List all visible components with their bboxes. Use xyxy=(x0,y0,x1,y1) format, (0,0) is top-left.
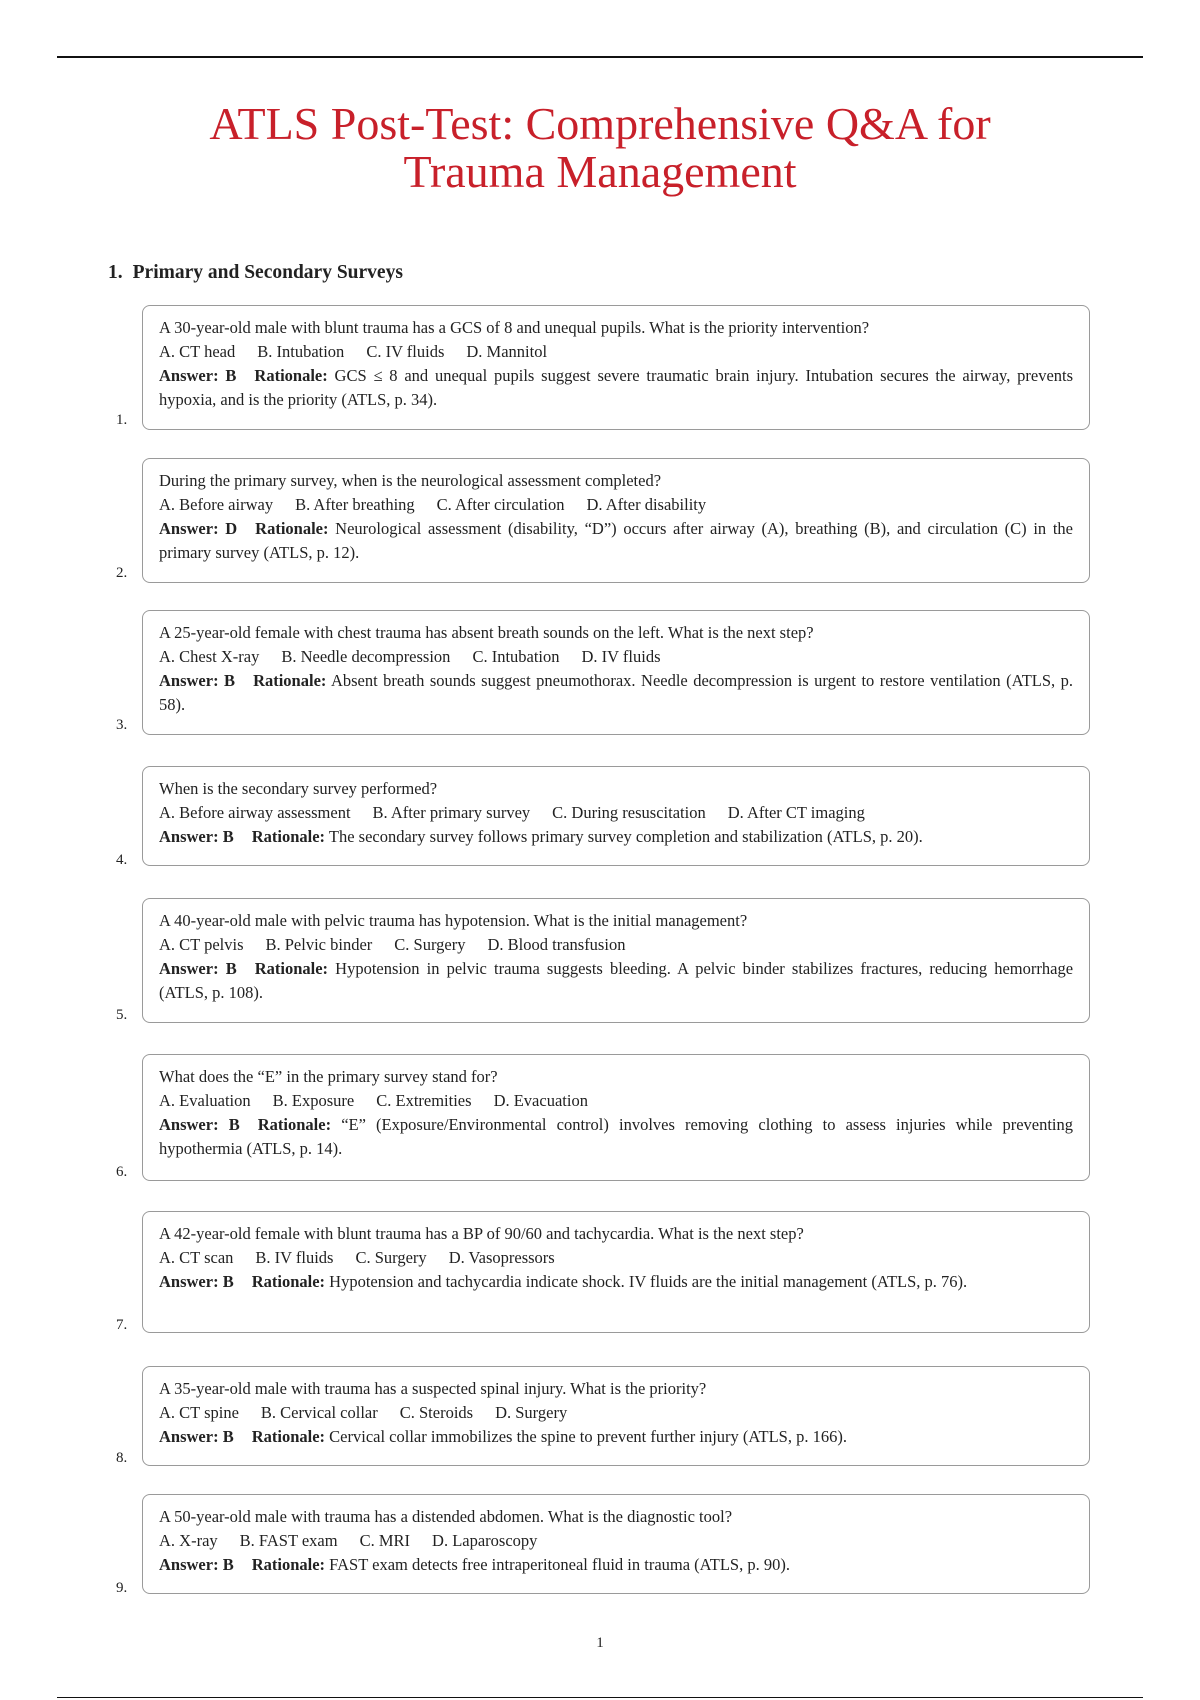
question-number: 6. xyxy=(116,1164,128,1180)
top-rule xyxy=(57,56,1143,58)
answer-label: Answer: D xyxy=(159,519,238,538)
option: B. Pelvic binder xyxy=(265,935,373,954)
question-text: When is the secondary survey performed? xyxy=(159,779,438,798)
answer-rationale xyxy=(159,1113,1073,1161)
option: B. Needle decompression xyxy=(281,647,451,666)
option: C. During resuscitation xyxy=(552,803,706,822)
option: D. Vasopressors xyxy=(448,1248,555,1267)
option: A. Evaluation xyxy=(159,1091,251,1110)
answer-rationale xyxy=(159,825,1073,849)
answer-value: B xyxy=(222,1272,234,1291)
option: B. After primary survey xyxy=(372,803,531,822)
rationale-text: Neurological assessment (disability, “D”) occurs after airway (A), breathing (B), and circulation (C) in the primary survey (ATLS, p. 12). xyxy=(159,519,1073,562)
question-text: During the primary survey, when is the neurological assessment completed? xyxy=(159,471,662,490)
rationale-label: Rationale: xyxy=(255,519,329,538)
question-box xyxy=(142,1494,1090,1594)
option: A. X-ray xyxy=(159,1531,218,1550)
option: D. IV fluids xyxy=(581,647,661,666)
question-text: A 42-year-old female with blunt trauma has a BP of 90/60 and tachycardia. What is the next step? xyxy=(159,1224,804,1243)
option: D. Laparoscopy xyxy=(432,1531,538,1550)
rationale-text: Hypotension and tachycardia indicate shock. IV fluids are the initial management (ATLS, p. 76). xyxy=(329,1272,968,1291)
option: B. After breathing xyxy=(295,495,415,514)
answer-value: B xyxy=(222,1427,234,1446)
option: A. CT pelvis xyxy=(159,935,244,954)
option: C. Extremities xyxy=(376,1091,472,1110)
rationale-label: Rationale: xyxy=(257,1115,332,1134)
option: B. Exposure xyxy=(272,1091,355,1110)
rationale-text: Absent breath sounds suggest pneumothorax. Needle decompression is urgent to restore ventilation (ATLS, p. 58). xyxy=(159,671,1074,714)
rationale-label: Rationale: xyxy=(251,827,326,846)
question-text: A 40-year-old male with pelvic trauma has hypotension. What is the initial management? xyxy=(159,911,748,930)
option: C. Steroids xyxy=(399,1403,474,1422)
option: D. Blood transfusion xyxy=(487,935,626,954)
question-number: 4. xyxy=(116,852,128,868)
answer-value: B xyxy=(228,1115,240,1134)
question-number: 9. xyxy=(116,1580,128,1596)
document-title: ATLS Post-Test: Comprehensive Q&A for Trauma Management xyxy=(209,98,991,197)
answer-label: Answer: B xyxy=(159,1427,234,1446)
options-line xyxy=(159,1246,1073,1270)
option: A. Before airway assessment xyxy=(159,803,351,822)
question-text: A 50-year-old male with trauma has a distended abdomen. What is the diagnostic tool? xyxy=(159,1507,733,1526)
rationale-text: FAST exam detects free intraperitoneal fluid in trauma (ATLS, p. 90). xyxy=(329,1555,790,1574)
question-number: 5. xyxy=(116,1007,128,1023)
rationale-text: “E” (Exposure/Environmental control) involves removing clothing to assess injuries while preventing hypothermia (ATLS, p. 14). xyxy=(159,1115,1074,1158)
answer-value: B xyxy=(224,671,236,690)
option: C. Intubation xyxy=(472,647,560,666)
answer-value: B xyxy=(222,827,234,846)
question-number: 3. xyxy=(116,717,128,733)
section-title: Primary and Secondary Surveys xyxy=(132,262,403,283)
option: C. MRI xyxy=(359,1531,411,1550)
answer-value: B xyxy=(225,959,237,978)
answer-rationale xyxy=(159,1425,1073,1449)
rationale-label: Rationale: xyxy=(251,1555,326,1574)
answer-rationale xyxy=(159,517,1073,565)
rationale-label: Rationale: xyxy=(251,1272,326,1291)
answer-label: Answer: B xyxy=(159,1115,240,1134)
option: B. FAST exam xyxy=(239,1531,338,1550)
option: C. Surgery xyxy=(355,1248,427,1267)
options-line xyxy=(159,801,1073,825)
answer-label: Answer: B xyxy=(159,671,236,690)
question-text: A 35-year-old male with trauma has a suspected spinal injury. What is the priority? xyxy=(159,1379,707,1398)
options-line xyxy=(159,1529,1073,1553)
answer-value: B xyxy=(222,1555,234,1574)
answer-value: D xyxy=(225,519,238,538)
option: A. CT head xyxy=(159,342,236,361)
question-number: 1. xyxy=(116,412,128,428)
question-box xyxy=(142,1054,1090,1181)
question-box xyxy=(142,305,1090,430)
answer-rationale xyxy=(159,669,1073,717)
options-line xyxy=(159,933,1073,957)
option: C. IV fluids xyxy=(366,342,445,361)
option: B. Cervical collar xyxy=(260,1403,378,1422)
option: C. Surgery xyxy=(394,935,466,954)
options-line xyxy=(159,340,1073,364)
question-number: 8. xyxy=(116,1450,128,1466)
question-text: A 25-year-old female with chest trauma has absent breath sounds on the left. What is the next step? xyxy=(159,623,814,642)
option: D. Surgery xyxy=(495,1403,568,1422)
answer-value: B xyxy=(225,366,237,385)
rationale-label: Rationale: xyxy=(251,1427,326,1446)
question-box xyxy=(142,1211,1090,1333)
question-box xyxy=(142,1366,1090,1466)
question-text: What does the “E” in the primary survey stand for? xyxy=(159,1067,498,1086)
section-heading xyxy=(108,262,403,284)
options-line xyxy=(159,1401,1073,1425)
page-number: 1 xyxy=(596,1635,604,1651)
answer-rationale xyxy=(159,957,1073,1005)
rationale-label: Rationale: xyxy=(254,366,328,385)
options-line xyxy=(159,645,1073,669)
rationale-label: Rationale: xyxy=(253,671,327,690)
option: C. After circulation xyxy=(436,495,565,514)
option: A. Chest X-ray xyxy=(159,647,260,666)
rationale-label: Rationale: xyxy=(254,959,329,978)
answer-label: Answer: B xyxy=(159,1272,234,1291)
option: D. After CT imaging xyxy=(727,803,865,822)
question-text: A 30-year-old male with blunt trauma has a GCS of 8 and unequal pupils. What is the priority intervention? xyxy=(159,318,870,337)
rationale-text: Hypotension in pelvic trauma suggests bleeding. A pelvic binder stabilizes fractures, reducing hemorrhage (ATLS, p. 108). xyxy=(159,959,1074,1002)
answer-rationale xyxy=(159,1270,1073,1294)
rationale-text: GCS ≤ 8 and unequal pupils suggest severe traumatic brain injury. Intubation secures the airway, prevents hypoxia, and is the priority (ATLS, p. 34). xyxy=(159,366,1074,409)
question-number: 7. xyxy=(116,1317,128,1333)
question-box xyxy=(142,458,1090,583)
options-line xyxy=(159,1089,1073,1113)
question-box xyxy=(142,766,1090,866)
answer-rationale xyxy=(159,1553,1073,1577)
answer-label: Answer: B xyxy=(159,959,237,978)
option: A. CT scan xyxy=(159,1248,234,1267)
section-number: 1. xyxy=(108,262,123,283)
rationale-text: Cervical collar immobilizes the spine to prevent further injury (ATLS, p. 166). xyxy=(329,1427,847,1446)
answer-label: Answer: B xyxy=(159,1555,234,1574)
answer-label: Answer: B xyxy=(159,827,234,846)
bottom-rule xyxy=(57,1697,1143,1698)
options-line xyxy=(159,493,1073,517)
answer-rationale xyxy=(159,364,1073,412)
option: D. After disability xyxy=(586,495,707,514)
option: A. CT spine xyxy=(159,1403,239,1422)
option: A. Before airway xyxy=(159,495,274,514)
answer-label: Answer: B xyxy=(159,366,237,385)
option: B. IV fluids xyxy=(255,1248,334,1267)
question-box xyxy=(142,898,1090,1023)
option: D. Mannitol xyxy=(466,342,548,361)
question-box xyxy=(142,610,1090,735)
rationale-text: The secondary survey follows primary survey completion and stabilization (ATLS, p. 20). xyxy=(328,827,923,846)
option: D. Evacuation xyxy=(493,1091,588,1110)
option: B. Intubation xyxy=(257,342,345,361)
question-number: 2. xyxy=(116,565,128,581)
